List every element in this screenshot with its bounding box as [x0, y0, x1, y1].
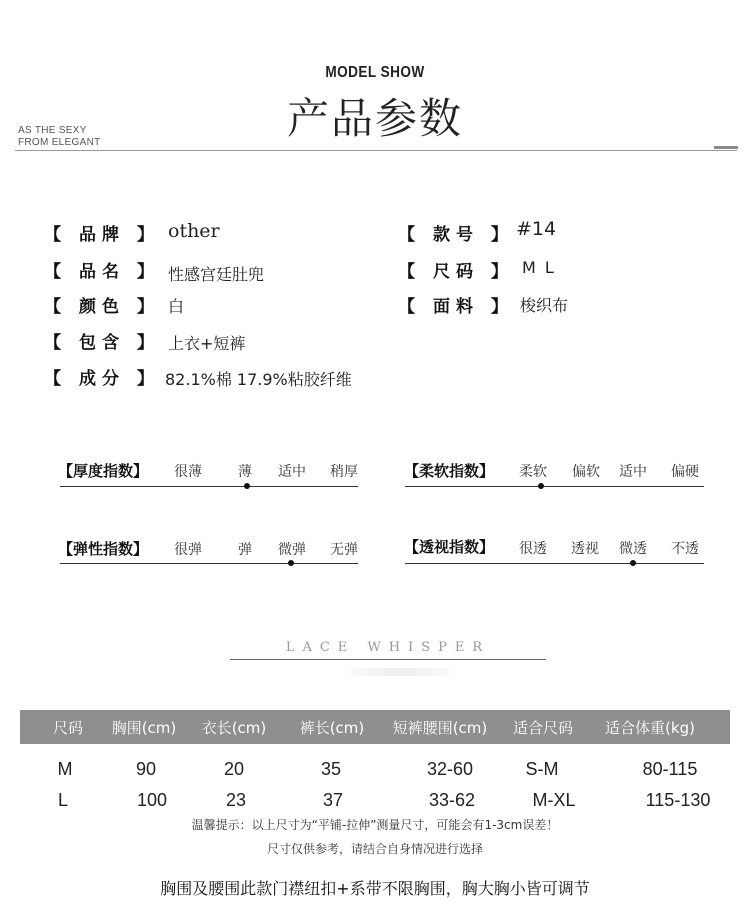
bracket-open: 【	[44, 369, 61, 389]
header-divider-mark	[714, 146, 738, 149]
bracket-open: 【	[44, 297, 61, 317]
elasticity-scale-line	[60, 563, 358, 564]
size-table-cell: 20	[223, 759, 245, 779]
attr-name-value: 性感宫廷肚兜	[168, 265, 265, 284]
tagline-line-2: FROM ELEGANT	[18, 137, 101, 148]
softness-option-3: 适中	[619, 464, 647, 480]
softness-scale-line	[405, 486, 704, 487]
size-table-cell: M-XL	[532, 790, 576, 810]
softness-selected-marker	[538, 483, 544, 489]
transparency-index-title: 【透视指数】	[404, 538, 495, 556]
size-table-cell: S-M	[525, 759, 559, 779]
size-table-header-cell: 适合体重(kg)	[605, 719, 695, 737]
elasticity-index-title: 【弹性指数】	[58, 540, 149, 558]
thickness-option-3: 适中	[278, 464, 306, 480]
attr-size-label-text: 尺 码	[433, 262, 473, 282]
attr-includes-value: 上衣+短裤	[168, 334, 246, 353]
size-table-cell: 80-115	[642, 759, 698, 779]
bracket-close: 】	[137, 369, 154, 389]
size-table-header-cell: 胸围(cm)	[111, 719, 177, 737]
bracket-close: 】	[137, 333, 154, 353]
size-table-cell: 37	[322, 790, 344, 810]
attr-brand-label-text: 品 牌	[79, 225, 119, 245]
softness-option-1: 柔软	[519, 464, 547, 480]
size-table-cell: 90	[135, 759, 157, 779]
transparency-option-4: 不透	[671, 541, 699, 557]
attr-style-no-value: #14	[516, 218, 557, 240]
thickness-selected-marker	[244, 483, 250, 489]
softness-option-4: 偏硬	[671, 464, 699, 480]
size-table-header-cell: 衣长(cm)	[201, 719, 267, 737]
size-reference-note: 尺寸仅供参考，请结合自身情况进行选择	[266, 842, 483, 856]
thickness-option-2: 薄	[238, 464, 252, 480]
thickness-option-1: 很薄	[174, 464, 202, 480]
transparency-option-3: 微透	[619, 541, 647, 557]
thickness-scale-line	[60, 486, 358, 487]
bracket-open: 【	[44, 262, 61, 282]
size-table-header-cell: 裤长(cm)	[299, 719, 365, 737]
bracket-close: 】	[137, 225, 154, 245]
size-table-cell: 23	[225, 790, 247, 810]
attr-color-label-text: 颜 色	[79, 297, 119, 317]
elasticity-option-2: 弹	[238, 542, 252, 558]
size-table-cell: L	[57, 790, 68, 810]
bracket-close: 】	[137, 262, 154, 282]
size-table-cell: 35	[320, 759, 342, 779]
size-table-cell: 115-130	[645, 790, 711, 810]
attr-style-no-label	[398, 220, 508, 245]
size-table-cell: 32-60	[426, 759, 474, 779]
bracket-open: 【	[398, 225, 415, 245]
model-show-subtitle: MODEL SHOW	[325, 64, 425, 81]
attr-name-label	[44, 257, 154, 282]
bracket-close: 】	[137, 297, 154, 317]
elasticity-option-4: 无弹	[330, 542, 358, 558]
bracket-close: 】	[491, 262, 508, 282]
transparency-option-1: 很透	[519, 541, 547, 557]
attr-size-value: M L	[522, 258, 556, 277]
attr-color-value: 白	[168, 297, 185, 316]
size-table-header-cell: 适合尺码	[512, 719, 573, 737]
size-table-cell: 33-62	[428, 790, 476, 810]
lace-whisper-heading: LACE WHISPER	[285, 640, 491, 655]
lace-whisper-divider	[230, 659, 546, 660]
bracket-close: 】	[491, 225, 508, 245]
attr-name-label-text: 品 名	[79, 262, 119, 282]
attr-fabric-label-text: 面 料	[433, 297, 473, 317]
elasticity-selected-marker	[288, 560, 294, 566]
adjustable-fit-note: 胸围及腰围此款门襟纽扣+系带不限胸围，胸大胸小皆可调节	[160, 879, 590, 898]
size-table-header-cell: 短裤腰围(cm)	[392, 719, 488, 737]
size-table-cell: 100	[136, 790, 168, 810]
measurement-tip: 温馨提示：以上尺寸为“平铺-拉伸”测量尺寸，可能会有1-3cm误差！	[191, 818, 559, 832]
attr-color-label	[44, 292, 154, 317]
attr-style-no-label-text: 款 号	[433, 225, 473, 245]
elasticity-option-3: 微弹	[278, 542, 306, 558]
attr-includes-label-text: 包 含	[79, 333, 119, 353]
faded-ornament	[350, 668, 450, 676]
softness-index-title: 【柔软指数】	[404, 462, 495, 480]
elasticity-option-1: 很弹	[174, 542, 202, 558]
attr-size-label	[398, 257, 508, 282]
tagline-line-1: AS THE SEXY	[18, 125, 87, 136]
bracket-open: 【	[44, 333, 61, 353]
thickness-option-4: 稍厚	[330, 464, 358, 480]
page-title: 产品参数	[286, 94, 463, 143]
attr-includes-label	[44, 328, 154, 353]
size-table-cell: M	[57, 759, 73, 779]
attr-fabric-value: 梭织布	[520, 296, 569, 315]
attr-composition-label-text: 成 分	[79, 369, 119, 389]
attr-fabric-label	[398, 292, 508, 317]
transparency-scale-line	[405, 563, 704, 564]
attr-composition-value: 82.1%棉 17.9%粘胶纤维	[165, 370, 352, 389]
bracket-open: 【	[398, 262, 415, 282]
attr-brand-label	[44, 220, 154, 245]
attr-composition-label	[44, 364, 154, 389]
transparency-option-2: 透视	[571, 541, 599, 557]
softness-option-2: 偏软	[572, 464, 600, 480]
header-divider	[15, 150, 737, 151]
bracket-open: 【	[44, 225, 61, 245]
size-table-header-cell: 尺码	[52, 719, 83, 737]
attr-brand-value: other	[168, 220, 220, 242]
thickness-index-title: 【厚度指数】	[58, 462, 149, 480]
transparency-selected-marker	[630, 560, 636, 566]
bracket-close: 】	[491, 297, 508, 317]
bracket-open: 【	[398, 297, 415, 317]
